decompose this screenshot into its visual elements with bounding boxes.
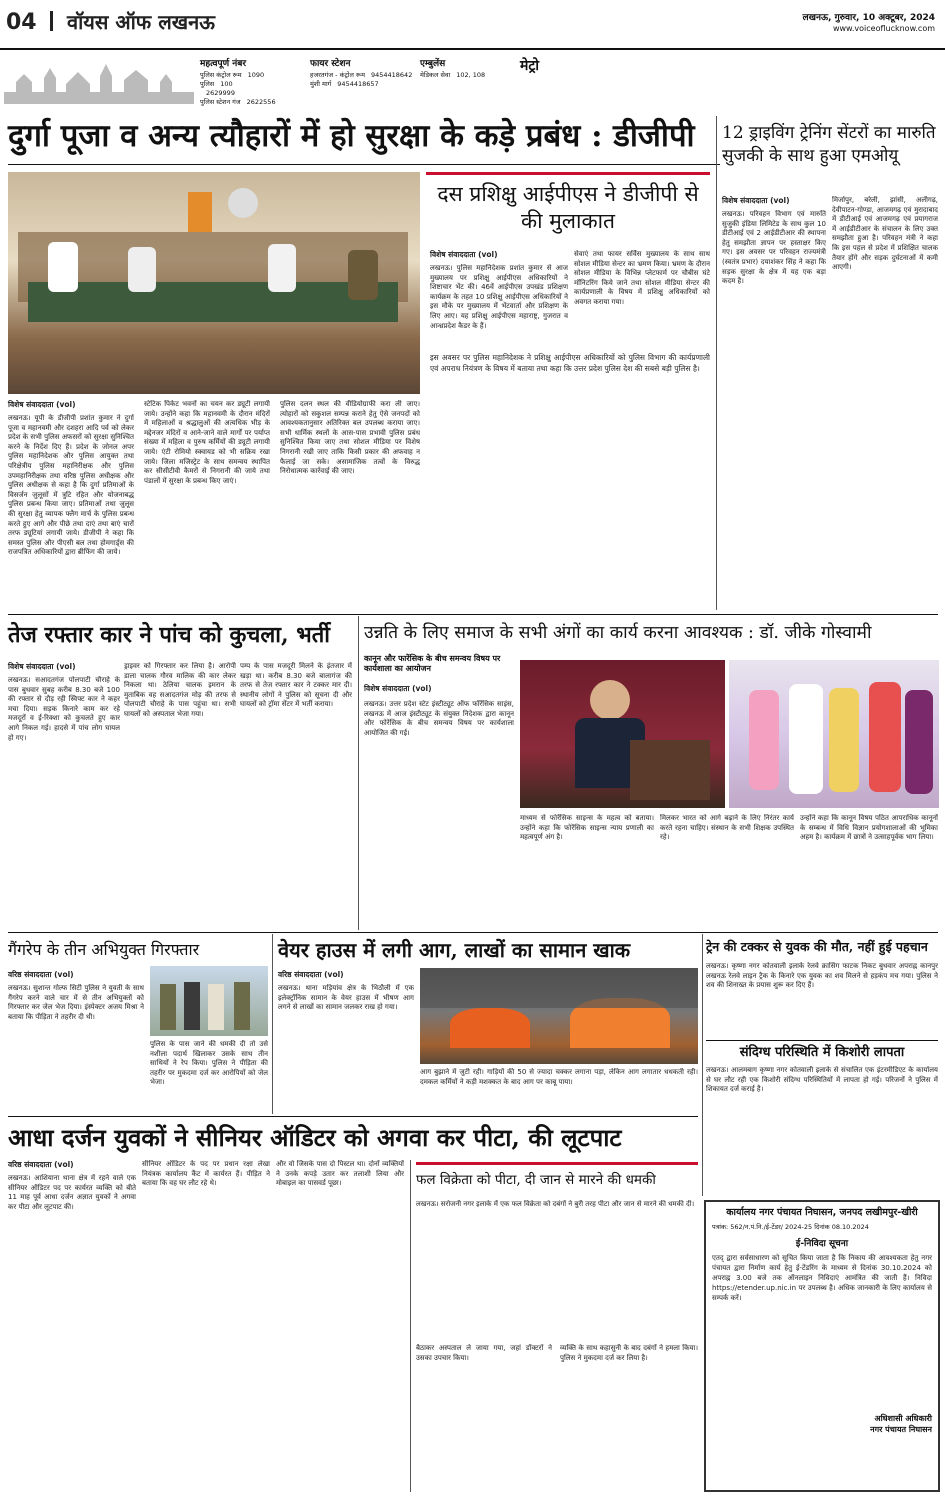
forensic-col2: माध्यम से फोरेंसिक साइन्स के महत्व को बताया। उन्होंने कहा कि फोरेंसिक साइन्स न्याय प्रणाली का महत्वपूर्ण अंग है। bbox=[520, 814, 654, 842]
fruit-col3: व्यक्ति के साथ कहासुनी के बाद दबंगों ने हमला किया। पुलिस ने मुकदमा दर्ज कर लिया है। bbox=[560, 1344, 698, 1362]
date-line: लखनऊ, गुरुवार, 10 अक्टूबर, 2024 bbox=[802, 13, 935, 23]
fire-number-row bbox=[310, 80, 412, 89]
ambulance-title: एम्बुलेंस bbox=[420, 59, 446, 69]
forensic-lamp-photo bbox=[729, 660, 939, 808]
main-byline: विशेष संवाददाता (vol) bbox=[8, 400, 76, 409]
fire-number-row bbox=[310, 71, 412, 80]
train-headline: ट्रेन की टक्कर से युवक की मौत, नहीं हुई पहचान bbox=[706, 939, 928, 954]
missing-headline: संदिग्ध परिस्थिति में किशोरी लापता bbox=[739, 1045, 905, 1060]
maruti-col2: मिर्जापुर, बरेली, झांसी, अलीगढ़, देवीपाटन-गोण्डा, आजमगढ़ एवं मुरादाबाद में डीटीआई एवं आजमगढ़ एवं प्रयागराज में आईडीटीआर के संचालन के लिए उक्त समझौता हुआ है। परिवहन मंत्री ने कहा कि इस पहल से प्रदेश में प्रशिक्षित चालक तैयार होंगे और सड़क दुर्घटनाओं में कमी आएगी। bbox=[832, 196, 938, 272]
forensic-col1: लखनऊ। उत्तर प्रदेश स्टेट इंस्टीट्यूट ऑफ फॉरेंसिक साइंस, लखनऊ में आज इंस्टीट्यूट के संयुक्त निदेशक द्वारा कानून और फोरेंसिक के बीच समन्वय विषय पर कार्यशाला आयोजित की गई। bbox=[364, 700, 514, 737]
auditor-headline: आधा दर्जन युवकों ने सीनियर ऑडिटर को अगवा कर पीटा, की लूटपाट bbox=[8, 1123, 622, 1152]
fruit-col2: बैठाकर अस्पताल ले जाया गया, जहां डॉक्टरों ने उसका उपचार किया। bbox=[416, 1344, 552, 1362]
fruit-col1: लखनऊ। सरोजनी नगर इलाके में एक फल विक्रेता को दबंगों ने बुरी तरह पीटा और जान से मारने की धमकी दी। bbox=[416, 1200, 695, 1208]
forensic-byline: विशेष संवाददाता (vol) bbox=[364, 684, 432, 693]
tender-body: एतद् द्वारा सर्वसाधारण को सूचित किया जाता है कि निकाय की आवश्यकता हेतु नगर पंचायत द्वारा निर्माण कार्य हेतु ई-टेंडरिंग के माध्यम से दिनांक 30.10.2024 को अपराह्न 3.00 बजे तक ऑनलाइन निविदाएं आमंत्रित की जाती हैं। निविदा https://etender.up.nic.in पर उपलब्ध है। अधिक जानकारी के लिए कार्यालय से सम्पर्क करें। bbox=[712, 1254, 932, 1302]
fruit-headline-box bbox=[416, 1162, 698, 1196]
important-number-value: 2629999 bbox=[206, 89, 235, 97]
fire-number-value: 9454418642 bbox=[370, 71, 413, 79]
warehouse-col1: लखनऊ। थाना मड़ियांव क्षेत्र के भिठौली में एक इलेक्ट्रॉनिक सामान के वेयर हाउस में भीषण आग लगने से लाखों का सामान जलकर राख हो गया। bbox=[278, 984, 414, 1012]
maruti-headline: 12 ड्राइविंग ट्रेनिंग सेंटरों का मारुति सुजकी के साथ हुआ एमओयू bbox=[722, 123, 936, 166]
warehouse-byline: वरिष्ठ संवाददाता (vol) bbox=[278, 970, 344, 979]
forensic-col3: मिलकर भारत को आगे बढ़ाने के लिए निरंतर कार्य करते रहना चाहिए। संस्थान के सभी शिक्षक उपस्थित रहे। bbox=[660, 814, 794, 842]
tender-signatory-org: नगर पंचायत निघासन bbox=[870, 1425, 932, 1434]
important-numbers-title: महत्वपूर्ण नंबर bbox=[200, 59, 247, 69]
website: www.voiceoflucknow.com bbox=[832, 24, 935, 33]
important-number-label: पुलिस स्टेशन गंज bbox=[200, 98, 241, 106]
train-body: लखनऊ। कृष्णा नगर कोतवाली इलाके रेलवे क्रासिंग फाटक निकट बुधवार अपराह्न कानपुर लखनऊ रेलवे लाइन ट्रैक के किनारे एक युवक का शव मिलने से हड़कंप मच गया। पुलिस ने शव की शिनाख्त के प्रयास शुरू कर दिए हैं। bbox=[706, 962, 938, 990]
helpline-strip bbox=[0, 52, 945, 110]
skyline-graphic bbox=[4, 54, 194, 104]
forensic-headline: उन्नति के लिए समाज के सभी अंगों का कार्य करना आवश्यक : डॉ. जीके गोस्वामी bbox=[364, 623, 872, 643]
missing-body: लखनऊ। आलमबाग कृष्णा नगर कोतवाली इलाके से संचालित एक इंटरमीडिएट के कार्यालय से घर लौट रही एक किशोरी संदिग्ध परिस्थितियों में लापता हो गई। परिजनों ने पुलिस में शिकायत दर्ज कराई है। bbox=[706, 1066, 938, 1094]
fire-number-label: हजरतगंज - कंट्रोल रूम bbox=[310, 71, 365, 79]
ips-col2: सेवाएं तथा फायर सर्विस मुख्यालय के साथ साथ सोशल मीडिया सेन्टर का भ्रमण किया। भ्रमण के दौरान सोशल मीडिया के विभिन्न प्लेटफार्म पर चौबीस घंटे मॉनिटरिंग किये जाने तथा सोशल मीडिया सेन्टर की कार्यप्रणाली के विषय में प्रशिक्षु अधिकारियों को अवगत कराया गया। bbox=[574, 250, 710, 306]
ips-col3: इस अवसर पर पुलिस महानिदेशक ने प्रशिक्षु आईपीएस अधिकारियों को पुलिस विभाग की कार्यप्रणाली एवं अपराध नियंत्रण के विषय में बताया तथा कहा कि उत्तर प्रदेश पुलिस देश की सबसे बड़ी पुलिस है। bbox=[430, 353, 710, 373]
maruti-byline: विशेष संवाददाता (vol) bbox=[722, 196, 790, 205]
auditor-byline: वरिष्ठ संवाददाता (vol) bbox=[8, 1160, 74, 1169]
car-col3: पम्प के पास मजदूरी मिलने के इंतजार में खड़ा था। करीब 8.30 बजे बालागंज की तरफ से तेज रफ्तार कार ने टक्कर मार दी। स्थानीय लोगों ने पुलिस को सूचना दी और घायलों को ट्रॉमा सेंटर में भर्ती कराया। bbox=[240, 662, 352, 709]
ambulance-number-row bbox=[420, 71, 485, 80]
gangrape-col2: पुलिस के पास जाने की धमकी दी तो उसे नशीला पदार्थ खिलाकर उसके साथ तीन साथियों ने रेप किया। पुलिस ने पीड़िता की तहरीर पर मुकदमा दर्ज कर आरोपियों को जेल भेजा। bbox=[150, 1040, 268, 1087]
important-number-value: 2622556 bbox=[246, 98, 276, 106]
important-number-row bbox=[200, 98, 276, 107]
fire-station-title: फायर स्टेशन bbox=[310, 59, 351, 69]
main-story-col2: स्टेटिक पिकेट भवनों का चयन कर ड्यूटी लगायी जाये। उन्होंने कहा कि महानवमी के दौरान मंदिरों में महिलाओं व श्रद्धालुओं की अत्यधिक भीड़ के मद्देनजर मंदिरों व आने-जाने वाले मार्गों पर पर्याप्त संख्या में महिला व पुरुष कर्मियों की ड्यूटी लगायी जाये। एंटी रोमियो स्क्वायड को भी सक्रिय रखा जाये। जिला मजिस्ट्रेट के साथ समन्वय स्थापित कर सीसीटीवी कैमरों से निगरानी की जाये तथा पंडालों में सुरक्षा के प्रबन्ध किए जाएं। bbox=[144, 400, 270, 485]
main-story-col1: लखनऊ। यूपी के डीजीपी प्रशांत कुमार ने दुर्गा पूजा व महानवमी और दशहरा आदि पर्व को लेकर प्रदेश के सभी पुलिस अफसरों को सुरक्षा सुनिश्चित करने के निर्देश दिए हैं। प्रदेश के जोनल अपर पुलिस महानिदेशक और पुलिस आयुक्त तथा परिक्षेत्रीय पुलिस महानिरीक्षक और पुलिस उपमहानिरीक्षक तथा वरिष्ठ पुलिस अधीक्षक और पुलिस अधीक्षक से कहा है कि दुर्गा प्रतिमाओं के विसर्जन जुलूसों में त्रुटि रहित और योजनाबद्ध पुलिस प्रबन्ध किया जाए। प्रतिमाओं तथा जुलूस की सुरक्षा हेतु व्यापक फ्लैग मार्च के पुलिस प्रबन्ध करते हुए आगे और पीछे तथा दाएं तथा बाएं चारों तरफ ड्यूटियां लगायी जाये। डीजीपी ने कहा कि समस्त पुलिस और पीएसी बल तथा होमगार्ड्स की राजपत्रित अधिकारियों द्वारा ब्रीफिंग की जाये। bbox=[8, 414, 134, 557]
important-number-value: 100 bbox=[220, 80, 233, 88]
car-byline: विशेष संवाददाता (vol) bbox=[8, 662, 76, 671]
ambulance-number-label: मेडिकल सेवा bbox=[420, 71, 451, 79]
gangrape-headline: गैंगरेप के तीन अभियुक्त गिरफ्तार bbox=[8, 940, 200, 959]
section-label: मेट्रो bbox=[520, 58, 540, 74]
important-number-row bbox=[200, 80, 276, 89]
forensic-col4: उन्होंने कहा कि कानून विषय पठित आपराधिक कानूनों के सम्बन्ध में विधि विज्ञान प्रयोगशालाओं की भूमिका अहम है। कार्यक्रम में छात्रों ने उत्साहपूर्वक भाग लिया। bbox=[800, 814, 938, 842]
ips-headline-box bbox=[426, 172, 710, 242]
page-number: 04 bbox=[6, 10, 37, 35]
gangrape-byline: वरिष्ठ संवाददाता (vol) bbox=[8, 970, 74, 979]
fire-number-value: 9454418657 bbox=[337, 80, 379, 88]
auditor-col2: सीनियर ऑडिटर के पद पर प्रधान रक्षा लेखा नियंत्रक कार्यालय कैंट में कार्यरत हैं। पीड़ित ने बताया कि वह घर लौट रहे थे। bbox=[142, 1160, 270, 1188]
ambulance-number-value: 102, 108 bbox=[456, 71, 486, 79]
warehouse-col2: आग बुझाने में जुटी रही। गाड़ियों की 50 से ज्यादा चक्कर लगाना पड़ा, लेकिन आग लगातार धधकती रही। दमकल कर्मियों ने कड़ी मशक्कत के बाद आग पर काबू पाया। bbox=[420, 1068, 698, 1086]
car-col2: ड्राइवर को गिरफ्तार कर लिया है। आरोपी डाला चालक गौरव मालिक की कार लेकर निकला था। ठेलिया चालक इमरान के मुताबिक वह सआदतगंज मोड़ की तरफ से पोलपाटी चौराहे के पास पहुंचा था। सभी घायलों को अस्पताल भेजा गया। bbox=[124, 662, 236, 718]
forensic-kicker: कानून और फारेंसिक के बीच समन्वय विषय पर कार्यशाला का आयोजन bbox=[364, 654, 501, 673]
dgp-meeting-photo bbox=[8, 172, 420, 394]
forensic-kicker-box bbox=[364, 654, 514, 682]
important-number-label: पुलिस कंट्रोल रूम bbox=[200, 71, 242, 79]
maruti-col1: लखनऊ। परिवहन विभाग एवं मारुति सुजुकी इंडिया लिमिटेड के साथ कुल 10 डीटीआई एवं 2 आईडीटीआर की स्थापना हेतु समझौता ज्ञापन पर हस्ताक्षर किए गए। इस अवसर पर परिवहन राज्यमंत्री (स्वतंत्र प्रभार) दयाशंकर सिंह ने कहा कि सड़क सुरक्षा के क्षेत्र में यह एक बड़ा कदम है। bbox=[722, 210, 826, 286]
important-number-row bbox=[200, 89, 276, 98]
tender-title: कार्यालय नगर पंचायत निघासन, जनपद लखीमपुर-खीरी bbox=[726, 1207, 918, 1218]
tender-notice bbox=[704, 1200, 940, 1492]
tender-sub: ई-निविदा सूचना bbox=[795, 1239, 849, 1249]
ips-col1: लखनऊ। पुलिस महानिदेशक प्रशांत कुमार से आज मुख्यालय पर प्रशिक्षु आईपीएस अधिकारियों ने शिष्टाचार भेंट की। 46वें आईपीएस उपखंड प्रशिक्षण कार्यक्रम के तहत 10 प्रशिक्षु आईपीएस अधिकारियों ने इस मौके पर मुख्यालय में भेंटवार्ता और प्रशिक्षण के लिए आए। यह प्रशिक्षु आईपीएस महाराष्ट्र, गुजरात व आन्ध्रप्रदेश कैडर के हैं। bbox=[430, 264, 568, 330]
warehouse-fire-photo bbox=[420, 968, 698, 1064]
gangrape-accused-photo bbox=[150, 966, 268, 1036]
masthead bbox=[0, 0, 945, 52]
main-story-col3: पुलिस दलन स्थल की वीडियोग्राफी करा ली जाए। त्योहारों को सकुशल सम्पन्न कराने हेतु ऐसे जनपदों को आवश्यकतानुसार अतिरिक्त बल उपलब्ध कराया जाए। सभी धार्मिक स्थलों के आस-पास प्रभावी पुलिस प्रबंध सुनिश्चित किया जाए तथा सोशल मीडिया पर विशेष निगरानी रखी जाए ताकि किसी प्रकार की अफवाह न फैलाई जा सके। असामाजिक तत्वों के विरुद्ध निरोधात्मक कार्रवाई की जाए। bbox=[280, 400, 420, 476]
forensic-speaker-photo bbox=[520, 660, 725, 808]
car-headline: तेज रफ्तार कार ने पांच को कुचला, भर्ती bbox=[8, 622, 330, 648]
important-number-row bbox=[200, 71, 276, 80]
main-headline: दुर्गा पूजा व अन्य त्यौहारों में हो सुरक्षा के कड़े प्रबंध : डीजीपी bbox=[8, 118, 695, 154]
auditor-col3: और वो जिसके पास दो पिस्टल था। दोनों व्यक्तियों ने उनके कपड़े उतार कर तलाशी लिया और मोबाइल का पासवर्ड पूछा। bbox=[276, 1160, 404, 1188]
fire-number-label: मुंशी मार्ग bbox=[310, 80, 332, 88]
ips-byline: विशेष संवाददाता (vol) bbox=[430, 250, 498, 259]
fruit-headline: फल विक्रेता को पीटा, दी जान से मारने की धमकी bbox=[416, 1172, 656, 1188]
gangrape-col1: लखनऊ। सुशान्त गोल्फ सिटी पुलिस ने युवती के साथ गैंगरेप करने वाले चार में से तीन अभियुक्तों को गिरफ्तार कर जेल भेज दिया। इंस्पेक्टर अजय मिश्रा ने बताया कि पीड़िता ने तहरीर दी थी। bbox=[8, 984, 144, 1021]
tender-ref: पत्रांक: 562/न.पं.नि./ई-टेंडर/ 2024-25 दिनांक 08.10.2024 bbox=[712, 1223, 869, 1231]
auditor-col1: लखनऊ। आशियाना थाना क्षेत्र में रहने वाले एक सीनियर ऑडिटर पद पर कार्यरत व्यक्ति को बीते 11 माह पूर्व आधा दर्जन अज्ञात युवकों ने अगवा कर पीटा और लूटपाट की। bbox=[8, 1174, 136, 1211]
important-number-value: 1090 bbox=[247, 71, 265, 79]
tender-signatory: अधिशासी अधिकारी bbox=[874, 1414, 932, 1423]
paper-name: वॉयस ऑफ लखनऊ bbox=[66, 10, 215, 34]
ips-headline: दस प्रशिक्षु आईपीएस ने डीजीपी से की मुलाकात bbox=[437, 182, 699, 233]
important-number-label: पुलिस bbox=[200, 80, 215, 88]
car-col1: लखनऊ। सआदतगंज पोलपाटी चौराहे के पास बुधवार सुबह करीब 8.30 बजे 100 की रफ्तार से दौड़ रही स्विफ्ट कार ने कहर मचा दिया। सड़क किनारे काम कर रहे मजदूरों व ई-रिक्शा को कुचलते हुए कार आगे निकल गई। हादसे में पांच लोग घायल हो गए। bbox=[8, 676, 120, 742]
warehouse-headline: वेयर हाउस में लगी आग, लाखों का सामान खाक bbox=[278, 938, 631, 962]
